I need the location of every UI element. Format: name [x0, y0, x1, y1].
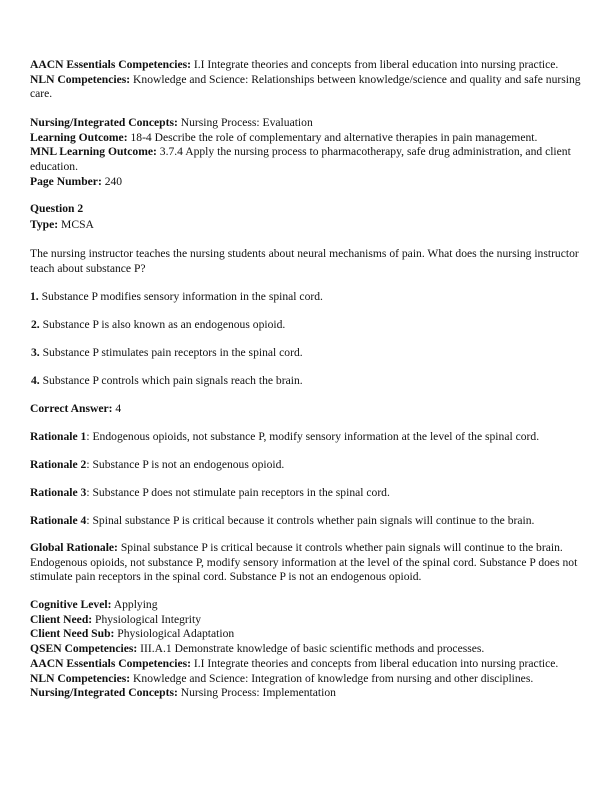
label: MNL Learning Outcome: — [30, 145, 157, 159]
label: Client Need: — [30, 612, 93, 626]
label: Cognitive Level: — [30, 598, 112, 611]
question-title: Question 2 — [30, 202, 84, 215]
option-4 — [31, 374, 583, 389]
value: : Substance P is not an endogenous opioid. — [86, 458, 285, 471]
mnl-line — [30, 145, 582, 174]
label: NLN Competencies: — [30, 671, 131, 685]
value: 240 — [101, 174, 123, 188]
label: Nursing/Integrated Concepts: — [30, 116, 178, 129]
value: : Spinal substance P is critical because it controls whether pain signals will continue to the brain. — [86, 514, 535, 527]
label: AACN Essentials Competencies: — [30, 58, 192, 71]
label: Learning Outcome: — [30, 130, 128, 144]
option-1 — [30, 290, 582, 305]
option-number: 1. — [30, 290, 39, 303]
value: : Endogenous opioids, not substance P, modify sensory information at the level of the spinal cord. — [86, 430, 540, 443]
question-stem: The nursing instructor teaches the nursing students about neural mechanisms of pain. What does the nursing instructor teach about substance P? — [30, 247, 579, 275]
option-3 — [31, 346, 583, 361]
option-number: 4. — [31, 374, 40, 387]
value: Physiological Adaptation — [114, 627, 235, 641]
value: Physiological Integrity — [92, 612, 201, 626]
nln-line — [30, 73, 582, 102]
concepts-line — [30, 116, 582, 131]
option-text: Substance P is also known as an endogenous opioid. — [39, 318, 286, 331]
value: I.I Integrate theories and concepts from liberal education into nursing practice. — [191, 656, 559, 670]
rationale-1 — [30, 430, 582, 445]
global-rationale — [30, 541, 582, 585]
cognitive-level — [30, 598, 582, 613]
label: Client Need Sub: — [30, 627, 115, 641]
integrated-concepts — [30, 686, 582, 701]
aacn-competencies — [30, 657, 582, 672]
label: Nursing/Integrated Concepts: — [30, 686, 178, 700]
label: Page Number: — [30, 174, 102, 188]
type-label: Type: — [30, 217, 59, 231]
rationale-4 — [30, 514, 582, 529]
value: Spinal substance P is critical because it controls whether pain signals will continue to the brain. Endogenous opioids, not substance P, modify sensory information at the level of the spinal cord. Substance P does not stimulate pain receptors in the spinal cord. Substance P is not an endogenous opioid. — [30, 541, 578, 584]
value: 4 — [112, 402, 122, 415]
label: Rationale 2 — [30, 458, 87, 471]
value: Knowledge and Science: Integration of knowledge from nursing and other disciplines. — [130, 671, 534, 685]
option-number: 2. — [31, 318, 40, 331]
type-value: MCSA — [58, 217, 94, 231]
label: NLN Competencies: — [30, 72, 131, 86]
client-need — [30, 613, 582, 628]
option-2 — [31, 318, 583, 333]
aacn-line — [30, 58, 582, 73]
client-need-sub — [30, 627, 582, 642]
option-text: Substance P controls which pain signals reach the brain. — [39, 374, 303, 387]
label: Correct Answer: — [30, 402, 113, 415]
value: Nursing Process: Implementation — [177, 686, 336, 700]
label: Rationale 1 — [30, 430, 87, 443]
prev-metadata — [30, 58, 582, 102]
question-header — [30, 202, 582, 232]
label: QSEN Competencies: — [30, 642, 138, 656]
option-text: Substance P stimulates pain receptors in the spinal cord. — [39, 346, 303, 359]
value: Applying — [111, 598, 158, 611]
prev-metadata-2 — [30, 116, 582, 190]
value: I.I Integrate theories and concepts from liberal education into nursing practice. — [191, 58, 559, 71]
option-text: Substance P modifies sensory information in the spinal cord. — [38, 290, 323, 303]
page-number-line — [30, 175, 582, 190]
value: 3.7.4 Apply the nursing process to pharmacotherapy, safe drug administration, and client education. — [30, 145, 571, 174]
label: Rationale 3 — [30, 486, 87, 499]
value: Knowledge and Science: Relationships between knowledge/science and quality and safe nursing care. — [30, 72, 581, 101]
qsen-competencies — [30, 642, 582, 657]
question-metadata — [30, 598, 582, 701]
value: Nursing Process: Evaluation — [177, 116, 313, 129]
label: Global Rationale: — [30, 541, 118, 554]
value: 18-4 Describe the role of complementary and alternative therapies in pain management. — [127, 130, 538, 144]
option-number: 3. — [31, 346, 40, 359]
label: Rationale 4 — [30, 514, 87, 527]
rationale-3 — [30, 486, 582, 501]
outcome-line — [30, 131, 582, 146]
value: : Substance P does not stimulate pain receptors in the spinal cord. — [86, 486, 390, 499]
nln-competencies — [30, 672, 582, 687]
value: III.A.1 Demonstrate knowledge of basic scientific methods and processes. — [137, 642, 485, 656]
rationale-2 — [30, 458, 582, 473]
label: AACN Essentials Competencies: — [30, 656, 192, 670]
correct-answer — [30, 402, 582, 417]
